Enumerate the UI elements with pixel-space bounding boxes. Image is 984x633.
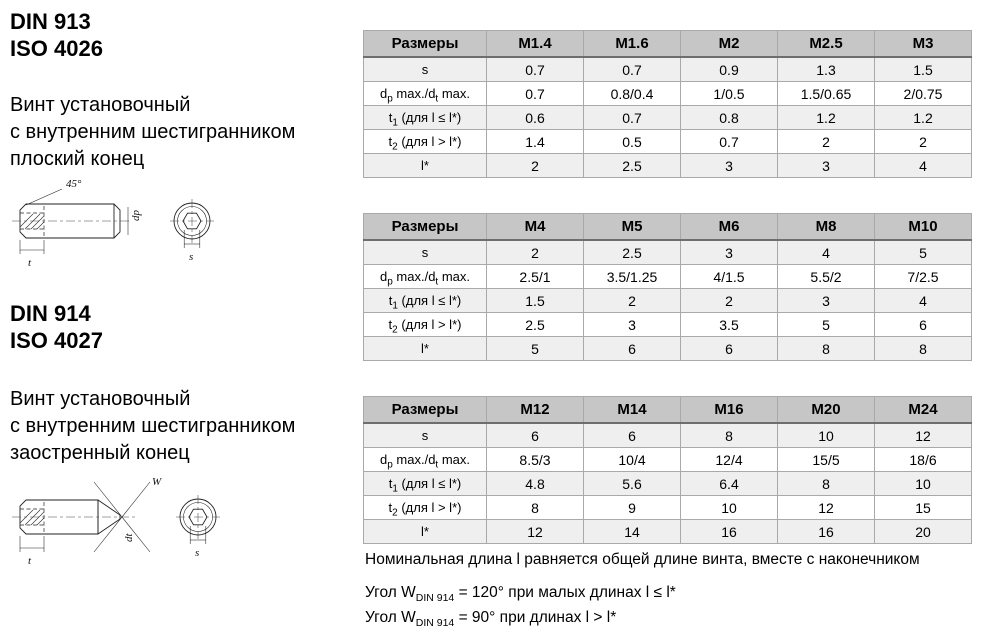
cone-bottom	[98, 519, 120, 534]
corner-header: Размеры	[364, 214, 487, 241]
value-cell: 14	[584, 520, 681, 544]
description-line: Винт установочный	[10, 388, 191, 410]
din914-description	[10, 386, 295, 467]
din913-title: DIN 913	[10, 9, 91, 34]
column-header: M2.5	[778, 31, 875, 58]
row-label: $t_2$ (для l > l*)	[364, 313, 487, 337]
column-header: M14	[584, 397, 681, 424]
value-cell: 16	[681, 520, 778, 544]
socket-hatching	[20, 510, 44, 525]
value-cell: 0.7	[584, 57, 681, 82]
value-cell: 3	[778, 154, 875, 178]
value-cell: 8	[778, 472, 875, 496]
value-cell: 10	[681, 496, 778, 520]
value-cell: 10	[778, 423, 875, 448]
value-cell: 15/5	[778, 448, 875, 472]
description-line: с внутренним шестигранником	[10, 415, 296, 437]
column-header: M10	[875, 214, 972, 241]
value-cell: 18/6	[875, 448, 972, 472]
note-line: Угол $W_{DIN 914} = 90^\circ$ при длинах l > l*	[365, 609, 617, 630]
chamfer-angle-label: 45°	[66, 178, 82, 190]
row-label: $d_p$ $\max./d_t$ max.	[364, 82, 487, 106]
left-column	[10, 8, 362, 620]
value-cell: 9	[584, 496, 681, 520]
table-row	[364, 472, 972, 496]
key-size-label: s	[195, 547, 200, 559]
value-cell: 6	[875, 313, 972, 337]
subscript: DIN 914	[415, 592, 455, 605]
value-cell: 6	[487, 423, 584, 448]
value-cell: 2.5	[584, 240, 681, 265]
value-cell: 0.7	[681, 130, 778, 154]
value-cell: 8	[681, 423, 778, 448]
subscript: 1	[392, 117, 398, 129]
header-row	[364, 214, 972, 241]
column-header: M6	[681, 214, 778, 241]
value-cell: 8	[875, 337, 972, 361]
value-cell: 10	[875, 472, 972, 496]
table-row	[364, 289, 972, 313]
value-cell: 12/4	[681, 448, 778, 472]
row-label: s	[364, 57, 487, 82]
value-cell: 4.8	[487, 472, 584, 496]
point-diameter-label: dp	[130, 210, 142, 221]
value-cell: 3	[778, 289, 875, 313]
value-cell: 5.6	[584, 472, 681, 496]
subscript: 2	[392, 141, 398, 153]
iso4026-title: ISO 4026	[10, 36, 103, 61]
subscript: 1	[392, 483, 398, 495]
column-header: M24	[875, 397, 972, 424]
tables-area	[363, 30, 972, 579]
table-row	[364, 337, 972, 361]
value-cell: 2	[875, 130, 972, 154]
value-cell: 0.9	[681, 57, 778, 82]
value-cell: 6.4	[681, 472, 778, 496]
table-row	[364, 106, 972, 130]
value-cell: 8	[778, 337, 875, 361]
side-view	[12, 476, 162, 567]
row-label: s	[364, 240, 487, 265]
socket-hatching	[20, 214, 44, 229]
column-header: M5	[584, 214, 681, 241]
column-header: M1.4	[487, 31, 584, 58]
din913-description	[10, 92, 295, 173]
corner-header: Размеры	[364, 397, 487, 424]
column-header: M2	[681, 31, 778, 58]
table-row	[364, 448, 972, 472]
description-line: с внутренним шестигранником	[10, 121, 296, 143]
value-cell: 12	[875, 423, 972, 448]
value-cell: 15	[875, 496, 972, 520]
value-cell: 10/4	[584, 448, 681, 472]
value-cell: 2	[487, 154, 584, 178]
value-cell: 5	[487, 337, 584, 361]
table-row	[364, 313, 972, 337]
value-cell: 0.8/0.4	[584, 82, 681, 106]
socket-depth-label: t	[28, 257, 32, 269]
value-cell: 12	[778, 496, 875, 520]
iso4027-title: ISO 4027	[10, 328, 103, 353]
value-cell: 0.5	[584, 130, 681, 154]
din913-flat-point-drawing	[10, 174, 250, 274]
value-cell: 1.5	[487, 289, 584, 313]
side-view	[12, 178, 142, 269]
value-cell: 1.4	[487, 130, 584, 154]
table-row	[364, 57, 972, 82]
value-cell: 1.2	[875, 106, 972, 130]
table-row	[364, 423, 972, 448]
column-header: M20	[778, 397, 875, 424]
dimensions-table-2	[363, 213, 972, 361]
value-cell: 5	[875, 240, 972, 265]
point-angle-label: W	[152, 476, 162, 488]
table-row	[364, 82, 972, 106]
din914-heading	[10, 300, 103, 354]
subscript: 2	[392, 507, 398, 519]
value-cell: 1.2	[778, 106, 875, 130]
value-cell: 2	[681, 289, 778, 313]
row-label: $d_p$ $\max./d_t$ max.	[364, 448, 487, 472]
value-cell: 2	[487, 240, 584, 265]
row-label: $t_1$ (для l ≤ l*)	[364, 106, 487, 130]
value-cell: 2.5/1	[487, 265, 584, 289]
value-cell: 3	[681, 154, 778, 178]
point-diameter-label: dt	[123, 533, 135, 542]
row-label: $t_2$ (для l > l*)	[364, 496, 487, 520]
value-cell: 2.5	[584, 154, 681, 178]
value-cell: 1.5/0.65	[778, 82, 875, 106]
description-line: Винт установочный	[10, 94, 191, 116]
table-row	[364, 130, 972, 154]
note-line: Угол $W_{DIN 914} = 120^\circ$ при малых длинах l ≤ l*	[365, 584, 676, 605]
note-line: Номинальная длина l равняется общей длине винта, вместе с наконечником	[365, 551, 920, 568]
header-row	[364, 31, 972, 58]
table-row	[364, 154, 972, 178]
value-cell: 3	[584, 313, 681, 337]
value-cell: 3.5/1.25	[584, 265, 681, 289]
end-view	[176, 495, 220, 559]
table-row	[364, 520, 972, 544]
din914-cone-point-drawing	[10, 468, 260, 576]
value-cell: 2	[778, 130, 875, 154]
dimensions-table-1	[363, 30, 972, 178]
description-line: плоский конец	[10, 148, 145, 170]
value-cell: 2/0.75	[875, 82, 972, 106]
value-cell: 0.6	[487, 106, 584, 130]
key-size-label: s	[189, 251, 194, 263]
cone-top	[98, 500, 120, 515]
value-cell: 5.5/2	[778, 265, 875, 289]
leader-line	[26, 189, 62, 205]
value-cell: 0.7	[487, 82, 584, 106]
column-header: M1.6	[584, 31, 681, 58]
subscript: t	[435, 276, 439, 288]
row-label: $d_p$ $\max./d_t$ max.	[364, 265, 487, 289]
value-cell: 0.7	[584, 106, 681, 130]
value-cell: 1/0.5	[681, 82, 778, 106]
row-label: l*	[364, 337, 487, 361]
subscript: 2	[392, 324, 398, 336]
subscript: p	[387, 93, 393, 105]
column-header: M3	[875, 31, 972, 58]
table-row	[364, 240, 972, 265]
row-label: l*	[364, 520, 487, 544]
value-cell: 3.5	[681, 313, 778, 337]
table-row	[364, 496, 972, 520]
value-cell: 4/1.5	[681, 265, 778, 289]
value-cell: 1.5	[875, 57, 972, 82]
subscript: t	[435, 93, 439, 105]
column-header: M12	[487, 397, 584, 424]
value-cell: 7/2.5	[875, 265, 972, 289]
column-header: M16	[681, 397, 778, 424]
value-cell: 6	[584, 423, 681, 448]
value-cell: 2	[584, 289, 681, 313]
end-view	[170, 199, 214, 263]
value-cell: 6	[681, 337, 778, 361]
value-cell: 5	[778, 313, 875, 337]
value-cell: 16	[778, 520, 875, 544]
subscript: p	[387, 276, 393, 288]
row-label: l*	[364, 154, 487, 178]
subscript: DIN 914	[415, 617, 455, 630]
din914-title: DIN 914	[10, 301, 91, 326]
value-cell: 2.5	[487, 313, 584, 337]
row-label: $t_2$ (для l > l*)	[364, 130, 487, 154]
dimensions-table-3	[363, 396, 972, 544]
description-line: заостренный конец	[10, 442, 190, 464]
subscript: 1	[392, 300, 398, 312]
value-cell: 0.8	[681, 106, 778, 130]
din913-heading	[10, 8, 103, 62]
column-header: M4	[487, 214, 584, 241]
row-label: $t_1$ (для l ≤ l*)	[364, 289, 487, 313]
row-label: s	[364, 423, 487, 448]
value-cell: 8	[487, 496, 584, 520]
notes-area	[365, 550, 980, 633]
value-cell: 1.3	[778, 57, 875, 82]
value-cell: 0.7	[487, 57, 584, 82]
table-row	[364, 265, 972, 289]
corner-header: Размеры	[364, 31, 487, 58]
value-cell: 12	[487, 520, 584, 544]
socket-depth-label: t	[28, 555, 32, 567]
value-cell: 3	[681, 240, 778, 265]
subscript: p	[387, 459, 393, 471]
header-row	[364, 397, 972, 424]
subscript: t	[435, 459, 439, 471]
value-cell: 4	[875, 154, 972, 178]
row-label: $t_1$ (для l ≤ l*)	[364, 472, 487, 496]
value-cell: 20	[875, 520, 972, 544]
value-cell: 4	[875, 289, 972, 313]
value-cell: 8.5/3	[487, 448, 584, 472]
value-cell: 6	[584, 337, 681, 361]
column-header: M8	[778, 214, 875, 241]
value-cell: 4	[778, 240, 875, 265]
